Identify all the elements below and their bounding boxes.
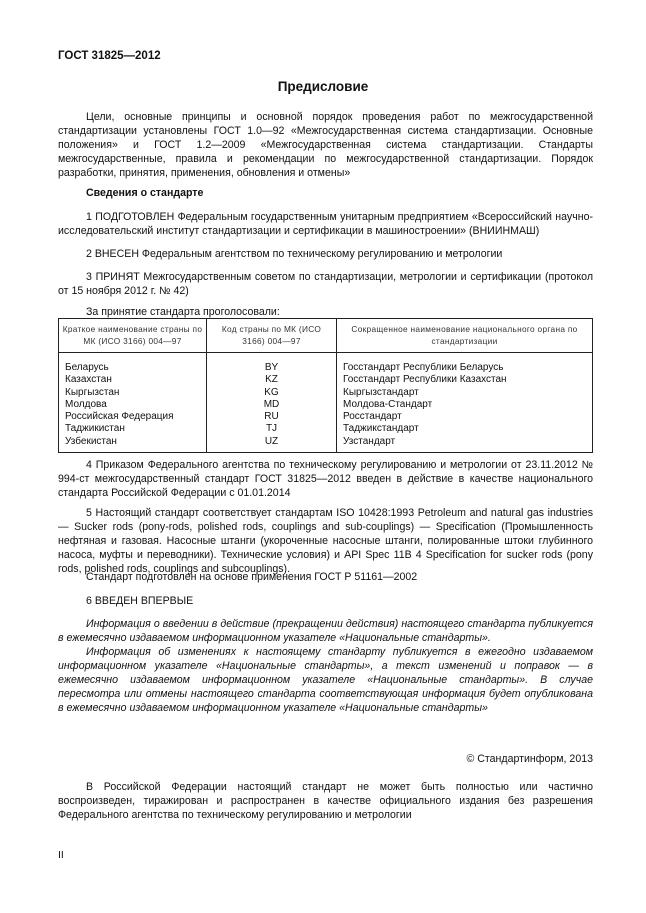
voting-table	[58, 318, 593, 453]
notice-introduction: Информация о введении в действие (прекращении действия) настоящего стандарта публикуется в ежемесячно издаваемом информационном указателе «Национальные стандарты».	[58, 618, 593, 644]
item-6-introduced: 6 ВВЕДЕН ВПЕРВЫЕ	[86, 595, 194, 607]
country-cell: Российская Федерация	[59, 411, 207, 423]
item-3-adopted: 3 ПРИНЯТ Межгосударственным советом по стандартизации, метрологии и сертификации (протокол от 15 ноября 2012 г. № 42)	[58, 271, 593, 297]
country-cell: Молдова	[59, 399, 207, 411]
table-header-body: Сокращенное наименование национального органа по стандартизации	[337, 319, 593, 353]
table-row	[59, 399, 593, 411]
item-4-order: 4 Приказом Федерального агентства по техническому регулированию и метрологии от 23.11.2012 № 994-ст межгосударственный стандарт ГОСТ 31825—2012 введен в действие в качестве национального стандарта Российской Федерации с 01.01.2014	[58, 459, 593, 499]
code-cell: KZ	[207, 374, 337, 386]
table-header-code: Код страны по МК (ИСО 3166) 004—97	[207, 319, 337, 353]
table-row	[59, 387, 593, 399]
body-cell: Кыргызстандарт	[337, 387, 593, 399]
item-5-note: Стандарт подготовлен на основе применения ГОСТ Р 51161—2002	[86, 571, 418, 583]
body-cell: Госстандарт Республики Беларусь	[337, 353, 593, 375]
body-cell: Молдова-Стандарт	[337, 399, 593, 411]
info-heading: Сведения о стандарте	[86, 187, 204, 199]
standard-header: ГОСТ 31825—2012	[58, 50, 161, 62]
code-cell: KG	[207, 387, 337, 399]
body-cell: Таджикстандарт	[337, 423, 593, 435]
table-row	[59, 374, 593, 386]
notice-changes: Информация об изменениях к настоящему стандарту публикуется в ежегодно издаваемом информационном указателе «Национальные стандарты», а текст изменений и поправок — в ежемесячно издаваемом информационном указателе «Национальные стандарты». В случае пересмотра или отмены настоящего стандарта соответствующая информация будет опубликована в ежемесячно издаваемом информационном указателе «Национальные стандарты»	[58, 646, 593, 714]
item-1-prepared: 1 ПОДГОТОВЛЕН Федеральным государственным унитарным предприятием «Всероссийский научно-исследовательский институт стандартизации и сертификации в машиностроении» (ВНИИНМАШ)	[58, 211, 593, 237]
country-cell: Беларусь	[59, 353, 207, 375]
code-cell: MD	[207, 399, 337, 411]
table-row	[59, 423, 593, 435]
intro-paragraph: Цели, основные принципы и основной порядок проведения работ по межгосударственной стандартизации установлены ГОСТ 1.0—92 «Межгосударственная система стандартизации. Основные положения» и ГОСТ 1.2—2009 «Межгосударственная система стандартизации. Стандарты межгосударственные, правила и рекомендации по межгосударственной стандартизации. Порядок разработки, принятия, применения, обновления и отмены»	[58, 111, 593, 179]
code-cell: BY	[207, 353, 337, 375]
body-cell: Росстандарт	[337, 411, 593, 423]
body-cell: Госстандарт Республики Казахстан	[337, 374, 593, 386]
page-number: II	[58, 849, 64, 861]
vote-intro: За принятие стандарта проголосовали:	[86, 306, 280, 318]
code-cell: RU	[207, 411, 337, 423]
page-title: Предисловие	[277, 79, 369, 94]
country-cell: Узбекистан	[59, 436, 207, 453]
country-cell: Кыргызстан	[59, 387, 207, 399]
body-cell: Узстандарт	[337, 436, 593, 453]
table-row	[59, 436, 593, 453]
copyright: © Стандартинформ, 2013	[466, 753, 593, 765]
rights-notice: В Российской Федерации настоящий стандарт не может быть полностью или частично воспроизведен, тиражирован и распространен в качестве официального издания без разрешения Федерального агентства по техническому регулированию и метрологии	[58, 781, 593, 821]
country-cell: Казахстан	[59, 374, 207, 386]
item-5-compliance: 5 Настоящий стандарт соответствует стандартам ISO 10428:1993 Petroleum and natural gas industries — Sucker rods (pony-rods, polished rods, couplings and sub-couplings) — Specification (Промышленность нефтяная и газовая. Насосные штанги (укороченные насосные штанги, полированные штоки глубинного насоса, муфты и переводники). Технические условия) и API Spec 11B 4 Specification for sucker rods (pony rods, polished rods, couplings and subcouplings).	[58, 507, 593, 575]
country-cell: Таджикистан	[59, 423, 207, 435]
code-cell: TJ	[207, 423, 337, 435]
table-header-row	[59, 319, 593, 353]
table-row	[59, 411, 593, 423]
table-row	[59, 353, 593, 375]
table-header-country: Краткое наименование страны по МК (ИСО 3166) 004—97	[59, 319, 207, 353]
item-2-submitted: 2 ВНЕСЕН Федеральным агентством по техническому регулированию и метрологии	[86, 248, 503, 260]
code-cell: UZ	[207, 436, 337, 453]
